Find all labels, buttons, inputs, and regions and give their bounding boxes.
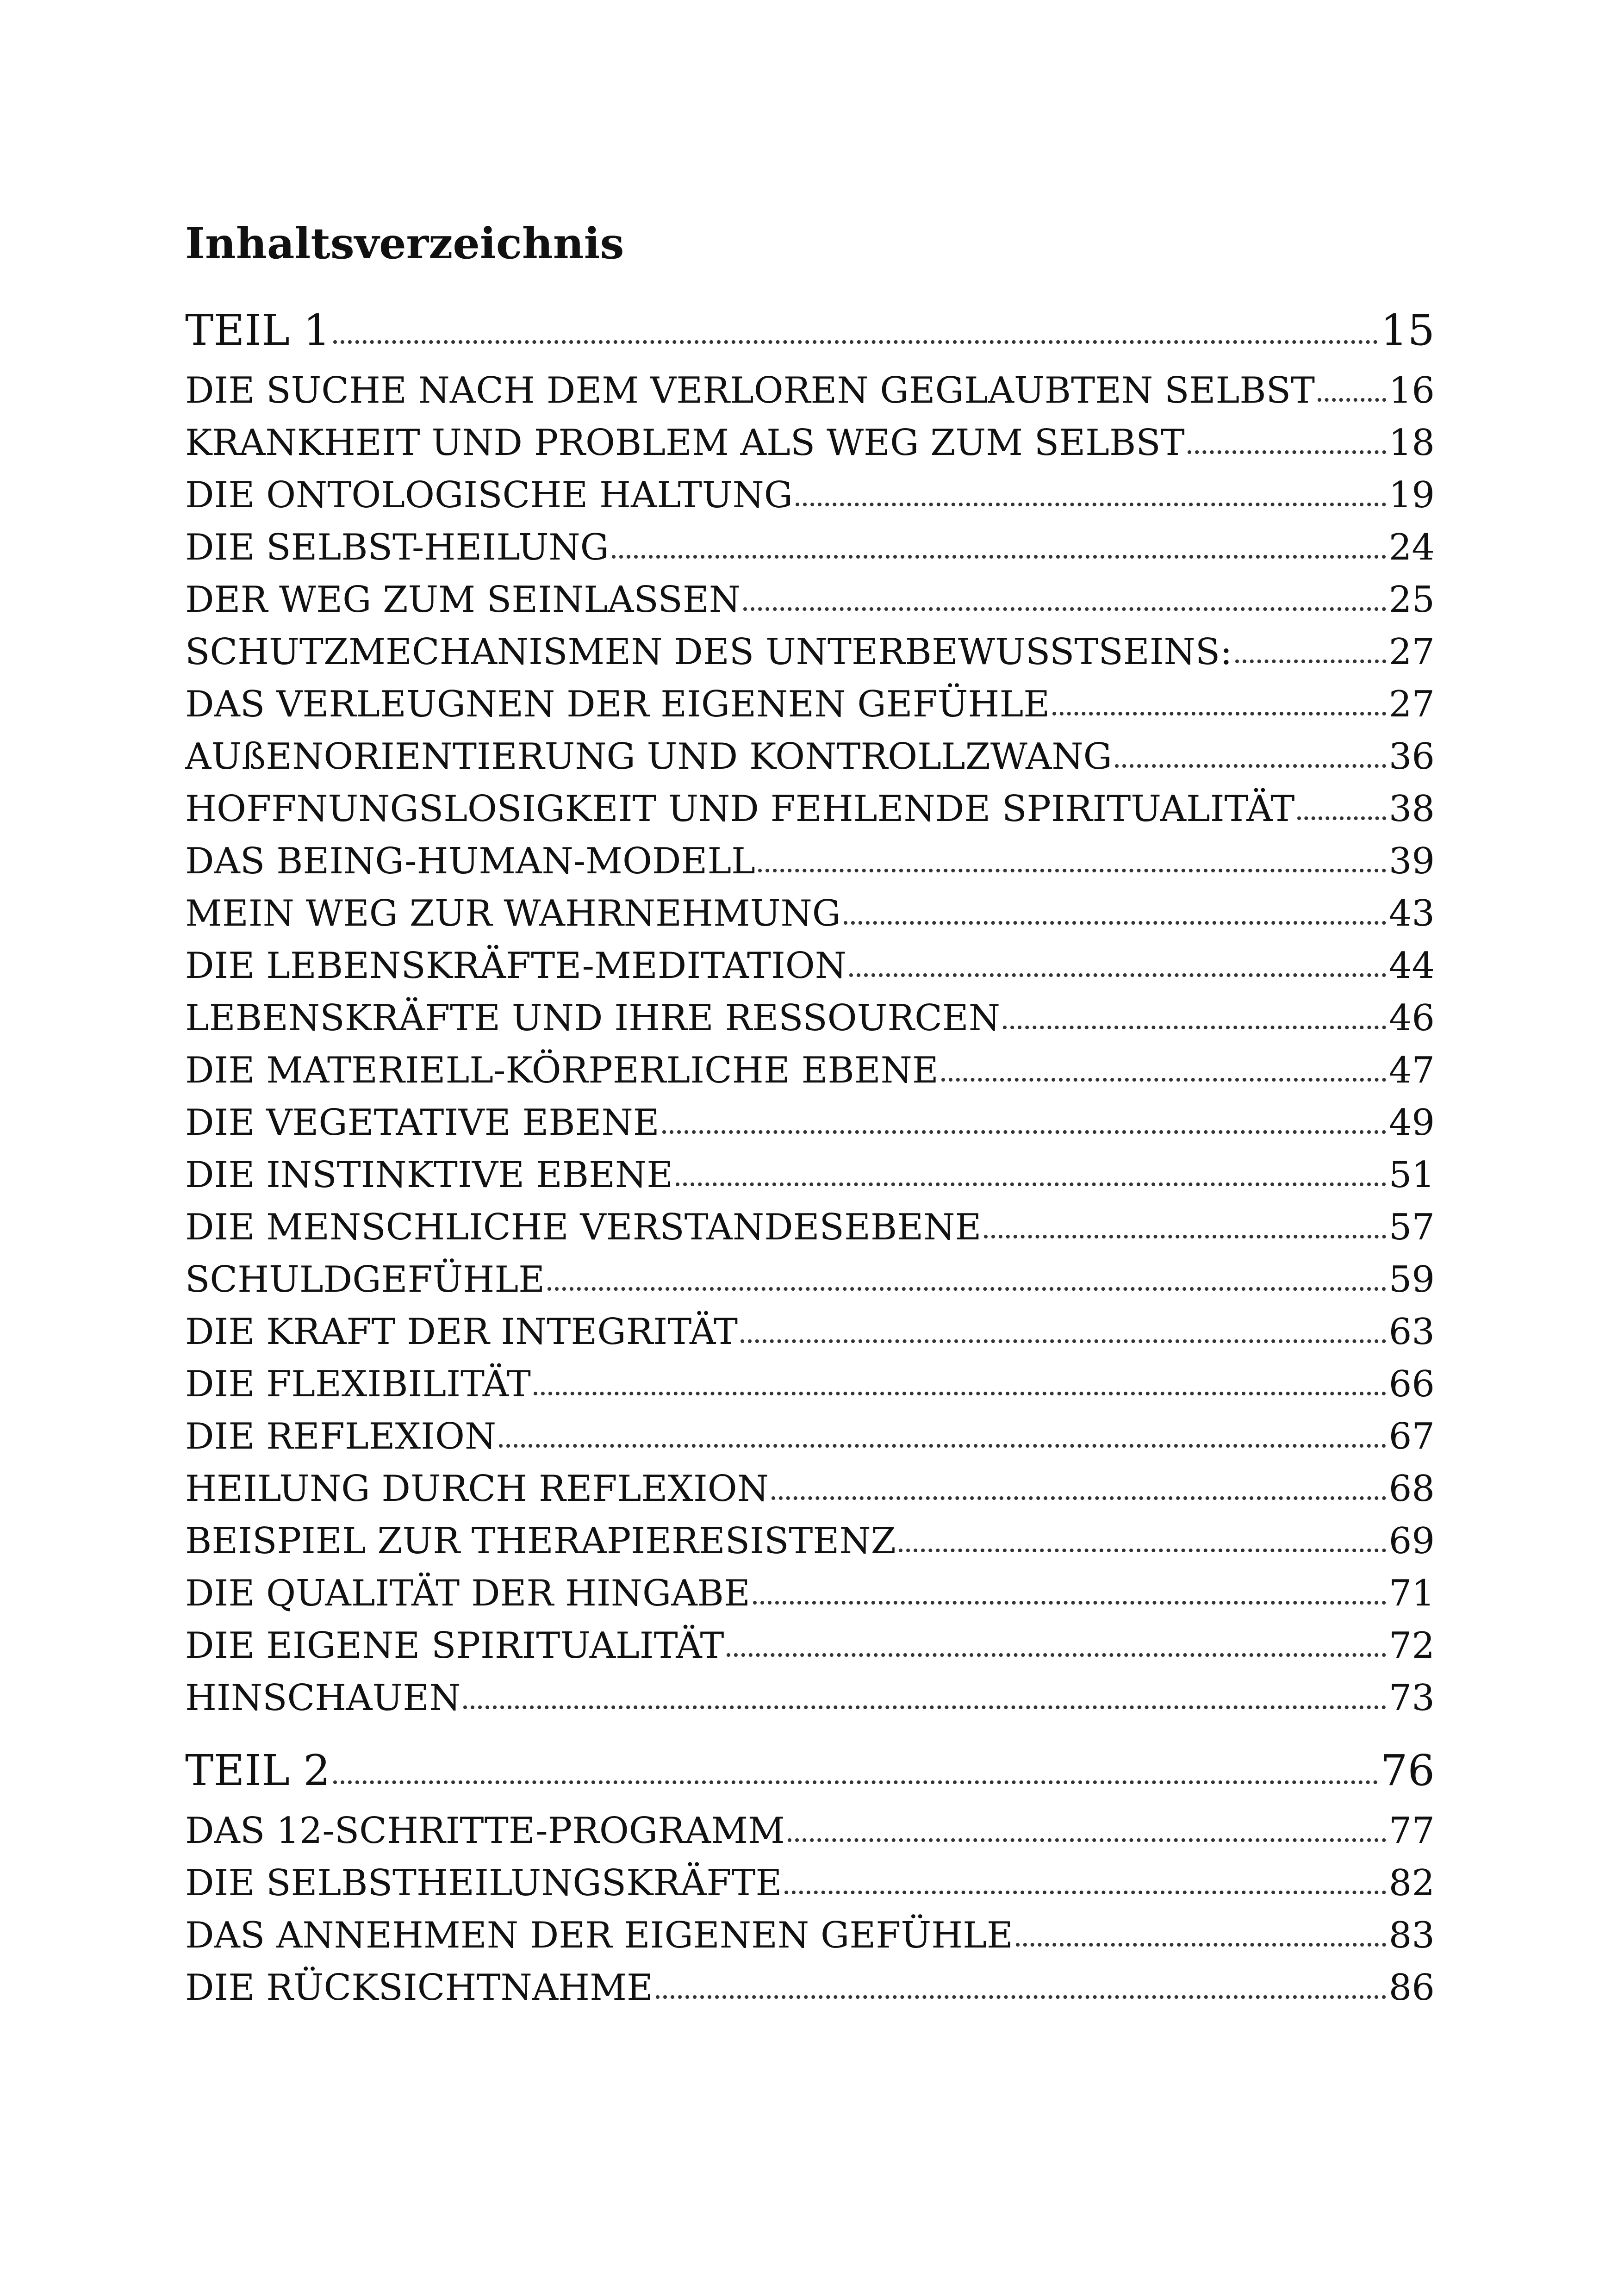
toc-entry-page-number: 25 <box>1388 579 1435 621</box>
toc-entry[interactable] <box>185 469 1435 522</box>
toc-entry-page-number: 18 <box>1388 422 1435 464</box>
toc-entry-page-number: 24 <box>1388 527 1435 568</box>
toc-entry-label: DAS BEING-HUMAN-MODELL <box>185 840 755 882</box>
dot-leader <box>662 1130 1386 1134</box>
dot-leader <box>849 973 1386 977</box>
toc-entry[interactable] <box>185 365 1435 417</box>
toc-entry-page-number: 19 <box>1388 474 1435 516</box>
toc-entry-label: DIE MATERIELL-KÖRPERLICHE EBENE <box>185 1050 939 1091</box>
toc-entry[interactable] <box>185 1672 1435 1724</box>
dot-leader <box>1115 764 1386 768</box>
toc-entry-label: HOFFNUNGSLOSIGKEIT UND FEHLENDE SPIRITUALITÄT <box>185 788 1295 830</box>
toc-entry-label: HEILUNG DURCH REFLEXION <box>185 1468 769 1510</box>
toc-entry[interactable] <box>185 1149 1435 1201</box>
dot-leader <box>1003 1026 1386 1029</box>
dot-leader <box>534 1392 1386 1395</box>
toc-entry-page-number: 47 <box>1388 1050 1435 1091</box>
dot-leader <box>743 607 1386 611</box>
dot-leader <box>941 1078 1386 1082</box>
toc-entry[interactable] <box>185 888 1435 940</box>
toc-entry[interactable] <box>185 1515 1435 1568</box>
dot-leader <box>656 1995 1386 1999</box>
dot-leader <box>333 340 1378 344</box>
toc-entry-page-number: 27 <box>1388 684 1435 725</box>
toc-entry-page-number: 66 <box>1388 1363 1435 1405</box>
toc-entry-label: DAS ANNEHMEN DER EIGENEN GEFÜHLE <box>185 1915 1013 1956</box>
toc-entry-page-number: 77 <box>1388 1810 1435 1852</box>
dot-leader <box>784 1891 1386 1894</box>
toc-entry-label: DIE KRAFT DER INTEGRITÄT <box>185 1311 738 1353</box>
dot-leader <box>772 1496 1386 1500</box>
toc-entry-page-number: 27 <box>1388 631 1435 673</box>
toc-entry-label: DIE INSTINKTIVE EBENE <box>185 1154 673 1196</box>
dot-leader <box>796 503 1386 506</box>
dot-leader <box>899 1549 1386 1552</box>
toc-entry-label: DIE EIGENE SPIRITUALITÄT <box>185 1625 724 1667</box>
toc-entry[interactable] <box>185 1620 1435 1672</box>
toc-entry[interactable] <box>185 992 1435 1045</box>
toc-entry[interactable] <box>185 783 1435 835</box>
dot-leader <box>1235 660 1386 663</box>
toc-entry-page-number: 69 <box>1388 1520 1435 1562</box>
toc-entry[interactable] <box>185 1962 1435 2014</box>
toc-entry[interactable] <box>185 626 1435 678</box>
toc-entry-label: MEIN WEG ZUR WAHRNEHMUNG <box>185 893 841 934</box>
toc-entry-page-number: 16 <box>1388 370 1435 411</box>
toc-entry-page-number: 51 <box>1388 1154 1435 1196</box>
toc-part-entry[interactable] <box>185 1736 1435 1805</box>
toc-entry-page-number: 83 <box>1388 1915 1435 1956</box>
toc-entry[interactable] <box>185 574 1435 626</box>
toc-entry-page-number: 43 <box>1388 893 1435 934</box>
toc-entry[interactable] <box>185 1857 1435 1910</box>
toc-entry-label: DIE VEGETATIVE EBENE <box>185 1102 660 1144</box>
toc-entry-label: HINSCHAUEN <box>185 1677 461 1719</box>
toc-entry[interactable] <box>185 1411 1435 1463</box>
dot-leader <box>463 1705 1386 1709</box>
table-of-contents <box>185 296 1435 2014</box>
toc-entry[interactable] <box>185 1201 1435 1254</box>
toc-entry-page-number: 68 <box>1388 1468 1435 1510</box>
toc-part-entry[interactable] <box>185 296 1435 365</box>
toc-entry-page-number: 73 <box>1388 1677 1435 1719</box>
toc-entry-label: DAS VERLEUGNEN DER EIGENEN GEFÜHLE <box>185 684 1050 725</box>
toc-entry[interactable] <box>185 1045 1435 1097</box>
dot-leader <box>844 921 1386 925</box>
toc-entry-page-number: 59 <box>1388 1259 1435 1300</box>
toc-entry-page-number: 36 <box>1388 736 1435 778</box>
toc-entry-label: DIE SELBST-HEILUNG <box>185 527 609 568</box>
toc-entry-page-number: 82 <box>1388 1862 1435 1904</box>
dot-leader <box>984 1235 1386 1238</box>
toc-entry-page-number: 49 <box>1388 1102 1435 1144</box>
toc-entry-page-number: 71 <box>1388 1573 1435 1614</box>
toc-entry-page-number: 46 <box>1388 997 1435 1039</box>
toc-entry[interactable] <box>185 1254 1435 1306</box>
dot-leader <box>788 1838 1386 1842</box>
dot-leader <box>1318 398 1386 402</box>
toc-entry-label: DIE LEBENSKRÄFTE-MEDITATION <box>185 945 846 987</box>
toc-entry-page-number: 67 <box>1388 1416 1435 1457</box>
dot-leader <box>741 1339 1386 1343</box>
toc-entry[interactable] <box>185 417 1435 469</box>
toc-entry-label: DIE QUALITÄT DER HINGABE <box>185 1573 750 1614</box>
dot-leader <box>333 1780 1378 1784</box>
dot-leader <box>1188 450 1386 454</box>
toc-entry-page-number: 39 <box>1388 840 1435 882</box>
toc-entry[interactable] <box>185 1910 1435 1962</box>
toc-entry[interactable] <box>185 1097 1435 1149</box>
toc-entry[interactable] <box>185 1463 1435 1515</box>
toc-entry[interactable] <box>185 940 1435 992</box>
dot-leader <box>1297 816 1386 820</box>
toc-entry[interactable] <box>185 1568 1435 1620</box>
toc-entry-label: DIE SUCHE NACH DEM VERLOREN GEGLAUBTEN SELBST <box>185 370 1315 411</box>
dot-leader <box>758 869 1386 872</box>
toc-entry-page-number: 57 <box>1388 1207 1435 1248</box>
dot-leader <box>612 555 1386 559</box>
toc-entry-page-number: 38 <box>1388 788 1435 830</box>
toc-entry-page-number: 15 <box>1380 305 1435 355</box>
toc-title: Inhaltsverzeichnis <box>185 218 624 268</box>
toc-entry-page-number: 86 <box>1388 1967 1435 2009</box>
toc-entry-label: DIE RÜCKSICHTNAHME <box>185 1967 653 2009</box>
toc-entry-page-number: 63 <box>1388 1311 1435 1353</box>
toc-entry-page-number: 76 <box>1380 1746 1435 1795</box>
toc-entry[interactable] <box>185 731 1435 783</box>
toc-entry-label: DAS 12-SCHRITTE-PROGRAMM <box>185 1810 785 1852</box>
toc-entry-label: TEIL 2 <box>185 1746 330 1795</box>
toc-entry-label: DIE SELBSTHEILUNGSKRÄFTE <box>185 1862 782 1904</box>
toc-entry-label: DIE REFLEXION <box>185 1416 497 1457</box>
dot-leader <box>548 1287 1386 1291</box>
toc-entry[interactable] <box>185 1358 1435 1411</box>
toc-entry[interactable] <box>185 522 1435 574</box>
toc-entry[interactable] <box>185 1306 1435 1358</box>
dot-leader <box>753 1601 1386 1605</box>
toc-entry-label: LEBENSKRÄFTE UND IHRE RESSOURCEN <box>185 997 1000 1039</box>
toc-entry-label: KRANKHEIT UND PROBLEM ALS WEG ZUM SELBST <box>185 422 1185 464</box>
toc-entry-label: DIE ONTOLOGISCHE HALTUNG <box>185 474 793 516</box>
toc-entry-label: TEIL 1 <box>185 305 330 355</box>
dot-leader <box>727 1653 1386 1657</box>
toc-entry-label: AUßENORIENTIERUNG UND KONTROLLZWANG <box>185 736 1112 778</box>
toc-entry[interactable] <box>185 678 1435 731</box>
toc-entry-label: SCHUTZMECHANISMEN DES UNTERBEWUSSTSEINS: <box>185 631 1232 673</box>
toc-entry-label: DIE MENSCHLICHE VERSTANDESEBENE <box>185 1207 982 1248</box>
toc-entry[interactable] <box>185 835 1435 888</box>
toc-entry-label: BEISPIEL ZUR THERAPIERESISTENZ <box>185 1520 896 1562</box>
dot-leader <box>499 1444 1386 1448</box>
toc-entry-page-number: 72 <box>1388 1625 1435 1667</box>
toc-entry-label: DIE FLEXIBILITÄT <box>185 1363 531 1405</box>
dot-leader <box>1016 1943 1386 1947</box>
toc-entry-label: SCHULDGEFÜHLE <box>185 1259 545 1300</box>
toc-entry-label: DER WEG ZUM SEINLASSEN <box>185 579 741 621</box>
dot-leader <box>676 1182 1386 1186</box>
toc-entry-page-number: 44 <box>1388 945 1435 987</box>
toc-entry[interactable] <box>185 1805 1435 1857</box>
dot-leader <box>1052 712 1386 716</box>
